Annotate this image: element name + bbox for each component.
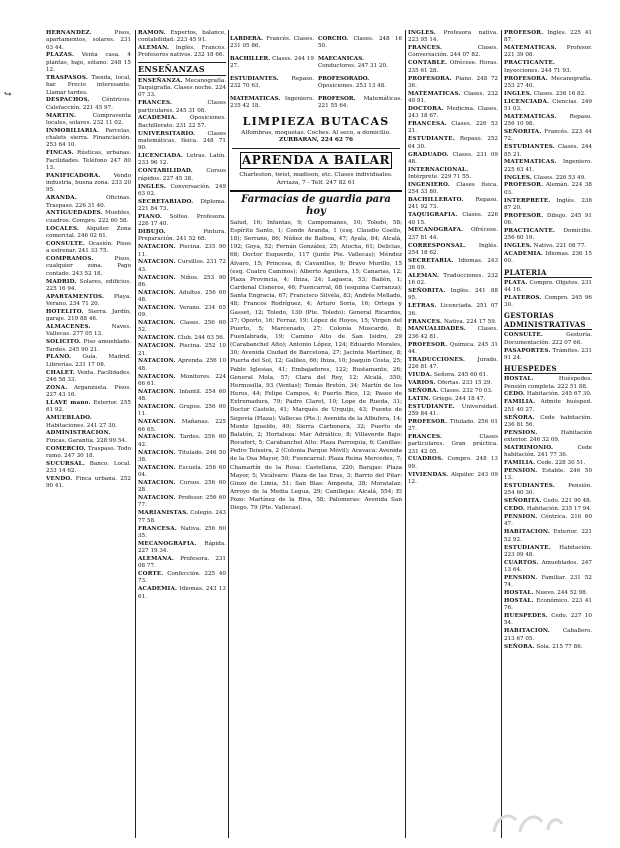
column-divider <box>135 30 136 838</box>
classified-ad: AMUEBLADO. Habitaciones. 241 27 30. <box>46 415 118 429</box>
classified-ad: CONSULTE. Ocasión. Pisos a estrenar. 241 33 75. <box>46 240 131 255</box>
column-2-body <box>138 78 226 601</box>
classified-ad: PENSION. Familiar. 231 52 74. <box>504 574 592 589</box>
classified-ad: HERNANDEZ. Pisos, apartamentos, solares. 231 03 44. <box>46 30 131 51</box>
classified-ad: RAMON. Expertos, balance, contabilidad. 223 45 91. <box>138 30 226 44</box>
classified-ad: SOLICITO. Piso amueblado. Tardes. 245 90 21. <box>46 339 131 353</box>
column-5-plateria <box>504 280 592 310</box>
classified-ad: NATACION. Titulado. 246 50 38. <box>138 449 226 463</box>
classified-ad: PLATEROS. Compro. 245 96 30. <box>504 294 592 309</box>
classified-ad: NATACION. Cursillos. 231 72 43. <box>138 259 226 273</box>
classified-ad: COMERCIO. Traspaso. Todo ramo. 247 30 18. <box>46 445 131 459</box>
classified-ad: ALEMAN. Inglés. Francés. Profesores nativos. 232 18 66. <box>138 45 226 59</box>
classified-ad: LOCALES. Alquiler. Zona comercial. 246 02 61. <box>46 225 131 239</box>
classified-ad: MECANOGRAFIA. Rápida. 227 19 34. <box>138 540 226 554</box>
farmacias-body: Salud, 16; Infantas, 9; Campomanes, 10; Toledo, 58; Espíritu Santo, 1; Conde Aranda, 1 (esq. Claudio Coello, 18); Serrano, 86; Núñez de Balboa, 47; Ayala, 84; Alcalá, 192; Goya, 52; Fernán González, 25; Atocha, 61; Delicias, 68; Doctor Esquerdo, 117 (junto Pte. Vallecas); Méndez Álvaro, 15; Princesa, 8; Cavanilles, 9; Bravo Murillo, 15 (esq. Cuatro Caminos); Alberto Aguilera, 15; Canarias, 12; Plaza Provincia, 4; Ibiza, 24; Lagasca, 53; Bailén, 1; Cardenal Cisneros, 46; Fuencarral, 68 (esquina Carranza); Santa Engracia, 67; Francisco Silvela, 83; Andrés Mellado, 48; Francos Rodríguez, 4; Arturo Soria, 16; Ortega y Gasset, 12; Toledo, 130 (Pte. Toledo); General Ricardos, 37; Oporto, 16; Ferraz, 19; López de Hoyos, 15; Virgen del Puerto, 5; Marcenado, 27; Colonia Moscardó, 8; Fuenlabrada, 19; Camino Alto de San Isidro, 29 (Carabanchel Alto); Antonio López, 124; Eduardo Morales, 30; Avenida Ciudad de Barcelona, 27; Jacinta Martínez, 8; Puerta del Sol, 12; Galileo, 66; Ibiza, 10; Joaquín Costa, 25; Pablo Iglesias, 41; Embajadores, 122; Bustamante, 26; General Mola, 57; Clara del Rey, 12; Alcalá, 350; Hermosilla, 93 (Ventas); Tomás Bretón, 34; Martín de los Heros, 44; Felipe Campos, 4; Puerto Rico, 12; Paseo de Extremadura, 79; Padre Claret, 10; Lope de Rueda, 31; Doctor Castelo, 41; Marqués de Urquijo, 43; Puente de Segovia (Plaza); Vallecas (Pte.): Avenida de la Albufera, 14; Monte Igueldo, 49; Sierra Carbonera, 32; Puerto de Balatón, 2; Hortaleza: Mar Adriático, 8; Villaverde Bajo: Rocafort, 5; Carabanchel Alto: Plaza Parroquia, 6; Canillas: Pedro Teixeira, 2 (Colonia Parque Móvil); Aravaca: Avenida de la Osa Mayor, 50; Fuencarral: Plaza Reina Mercedes, 7; Chamartín de la Rosa: Castellana, 220; Barajas: Plaza Mayor, 5; Vicálvaro: Plaza de las Eras, 3; Barrio del Pilar: Ginzo de Limia, 51; San Blas: Amposta, 38; Moratalaz: Arroyo de la Media Legua, 29; Canillejas: Alcalá, 554; El Pozo: Martínez de la Riva, 58; Palomeras: Avenida San Diego, 79 (Pte. Vallecas). <box>230 219 402 512</box>
classified-ad: FRANCES. Clases. Conversación. 244 07 82. <box>408 45 498 59</box>
classified-ad: MATEMATICAS. Clases. 232 40 91. <box>408 90 498 105</box>
classified-ad: INGENIERO. Clases física. 254 33 80. <box>408 181 498 196</box>
column-5-huespedes <box>504 376 592 651</box>
classified-ad: SUCURSAL. Banco. Local. 233 14 62. <box>46 460 131 475</box>
classifieds-column-5 <box>504 30 592 838</box>
classified-ad: BACHILLER. Clases. 244 19 27. <box>230 55 314 70</box>
classified-ad: ARANDA. Oficinas. Traspaso. 226 31 40. <box>46 195 131 209</box>
classified-ad: PENSION. Estable. 246 50 13. <box>504 467 592 482</box>
classified-ad: ESTUDIANTE. Repaso. 252 64 30. <box>408 136 498 150</box>
classified-ad: ALEMANA. Profesora. 231 08 77. <box>138 555 226 570</box>
classified-ad: FAMILIA. Cede. 228 30 51. <box>504 460 586 467</box>
classified-ad: ACADEMIA. Oposiciones. Bachillerato. 231 22 57. <box>138 115 226 129</box>
classified-ad: UNIVERSITARIO. Clases matemáticas, física. 248 71 90. <box>138 130 226 152</box>
column-5-top <box>504 30 592 266</box>
classified-ad: NATACION. Escuela. 256 60 04. <box>138 464 226 479</box>
classified-ad: ALEMAN. Traducciones. 232 16 02. <box>408 273 498 287</box>
classified-ad: DOCTORA. Medicina. Clases. 243 18 67. <box>408 105 498 120</box>
classified-ad: CUADROS. Compro. 248 13 99. <box>408 456 498 470</box>
classified-ad: CONTABILIDAD. Cursos rápidos. 227 45 38. <box>138 168 226 182</box>
classified-ad: FAMILIA. Admite huésped. 251 40 27. <box>504 399 592 413</box>
classified-ad: PROFESORA. Piano. 248 72 36. <box>408 75 498 89</box>
classified-ad: FRANCESA. Nativa. 256 60 35. <box>138 525 226 539</box>
classified-ad: HOSTAL. Nuevo. 244 52 98. <box>504 590 588 597</box>
classified-ad: FRANCES. Clases particulares. Gran práctica. 231 42 05. <box>408 433 498 455</box>
classified-ad: NATACION. Mañanas. 225 66 65. <box>138 419 226 433</box>
classified-ad: MARIANISTAS. Colegio. 243 77 58. <box>138 510 226 524</box>
classified-ad: VENDO. Finca urbana. 252 90 41. <box>46 475 131 490</box>
classified-ad: PROFESOR. Titulado. 256 01 27. <box>408 418 498 433</box>
classified-ad: MAECANICAS. Conductores. 247 31 20. <box>318 55 388 70</box>
classified-ad: ADMINISTRACION. Fincas. Garantía. 228 99 54. <box>46 430 127 444</box>
section-heading-plateria: PLATERIA <box>504 268 592 278</box>
classified-ad: PIANO. Solfeo. Profesora. 226 17 40. <box>138 213 226 228</box>
classified-ad: VIUDA. Señora. 245 60 61. <box>408 372 488 379</box>
section-heading-ensenanzas: ENSEÑANZAS <box>138 62 226 76</box>
classified-ad: NATACION. Aprenda. 256 10 48. <box>138 358 226 372</box>
classified-ad: NATACION. Clases. 256 60 52. <box>138 320 226 334</box>
classified-ad: SEÑORITA. Inglés. 241 88 95. <box>408 288 498 302</box>
classified-ad: ANTIGUEDADES. Muebles, cuadros. Compro. 222 60 58. <box>46 210 131 224</box>
classified-ad: GRADUADO. Clases. 231 09 48. <box>408 151 498 165</box>
classified-ad: PASAPORTES. Trámites. 231 91 24. <box>504 347 592 361</box>
farmacias-title: Farmacias de guardia para hoy <box>241 193 391 217</box>
classified-ad: LICENCIADA. Ciencias. 249 51 03. <box>504 98 592 112</box>
classified-ad: HUESPEDES. Cedo. 227 10 54. <box>504 613 592 627</box>
classified-ad: INGLES. Clases. 226 53 49. <box>504 174 586 181</box>
classified-ad: SEÑORA. Cede habitación. 236 81 56. <box>504 414 592 428</box>
column-5-gestorias <box>504 332 592 362</box>
classified-ad: HOSTAL. Económico. 223 41 76. <box>504 597 592 612</box>
classified-ad: NATACION. Adultos. 256 60 48. <box>138 289 226 304</box>
classified-ad: PRACTICANTE. Inyecciones. 244 71 93. <box>504 60 572 74</box>
abc-watermark-icon <box>486 806 566 836</box>
classified-ad: ACADEMIA. Idiomas. 236 15 60. <box>504 251 592 265</box>
section-heading-gestorias: GESTORIAS ADMINISTRATIVAS <box>504 311 592 330</box>
classified-ad: SEÑORITA. Cedo. 221 90 48. <box>504 498 592 505</box>
classified-ad: CHALET. Venta. Facilidades. 246 58 33. <box>46 369 131 383</box>
classified-ad: NATACION. Club. 244 03 56. <box>138 335 225 342</box>
classified-ad: MADRID. Solares, edificios. 225 16 94. <box>46 278 131 292</box>
limpieza-contact: ZURBARAN, 224 62 76 <box>278 137 354 144</box>
classified-ad: CEDO. Habitación. 245 67 30. <box>504 391 592 398</box>
classified-ad: DIBUJO. Pintura. Preparación. 241 52 68. <box>138 229 226 243</box>
classified-ad: CUARTOS. Amueblados. 247 13 64. <box>504 559 592 573</box>
classifieds-column-2 <box>138 30 226 838</box>
classified-ad: HABITACION. Exterior. 221 52 92. <box>504 529 592 543</box>
classified-ad: NATACION. Infantil. 254 60 48. <box>138 388 226 403</box>
farmacias-box <box>230 190 402 513</box>
classified-ad: LETRAS. Licenciada. 251 07 36. <box>408 303 498 317</box>
classified-ad: TRADUCCIONES. Jurado. 226 81 47. <box>408 356 498 371</box>
classified-ad: MATEMATICAS. Profesor. 221 39 08. <box>504 45 592 59</box>
classified-ad: ESTUDIANTES. Repaso. 232 70 63. <box>230 75 314 90</box>
classified-ad: HABITACION. Caballero. 213 67 05. <box>504 628 592 642</box>
classified-ad: LICENCIADA. Letras. Latín. 233 96 12. <box>138 153 226 167</box>
classified-ad: CEDO. Habitación. 235 17 94. <box>504 506 592 513</box>
classified-ad: SEÑORA. Sola. 215 77 86. <box>504 643 583 650</box>
classified-ad: FRANCES. Clases particulares. 245 31 08. <box>138 100 226 114</box>
classified-ad: MARTIN. Compraventa locales, solares. 232 11 02. <box>46 112 131 126</box>
classified-ad: PROFESOR. Dibujo. 245 91 06. <box>504 212 592 227</box>
classified-ad: SEÑORITA. Francés. 223 44 72. <box>504 129 592 143</box>
classified-ad: MECANOGRAFA. Ofrécese. 237 81 44. <box>408 227 498 241</box>
classified-ad: APARTAMENTOS. Playa. Verano. 234 71 20. <box>46 293 131 307</box>
classified-ad: NATACION. Verano. 234 65 09. <box>138 305 226 319</box>
classified-ad: PROFESOR. Matemáticas. 221 55 64. <box>318 96 402 110</box>
classified-ad: HOTELITO. Sierra. Jardín, garaje. 219 88 46. <box>46 308 131 323</box>
classified-ad: INGLES. Clases. 236 16 82. <box>504 90 586 97</box>
classified-ad: ACADEMIA. Idiomas. 243 13 61. <box>138 586 226 600</box>
classified-ad: CORCHO. Clases. 248 16 50. <box>318 35 402 49</box>
classified-ad: ESTUDIANTES. Clases. 244 85 21. <box>504 144 592 158</box>
center-column <box>230 30 402 838</box>
classified-ad: VARIOS. Ofertas. 233 15 29. <box>408 379 493 386</box>
center-top-right-ads <box>318 30 402 114</box>
classified-ad: NATACION. Piscina. 252 10 21. <box>138 343 226 357</box>
limpieza-heading: LIMPIEZA BUTACAS <box>242 115 390 128</box>
classified-ad: ESTUDIANTE. Universidad. 259 84 41. <box>408 403 498 417</box>
classified-ad: NATACION. Monitores. 224 66 61. <box>138 373 226 387</box>
classified-ad: LATIN. Griego. 244 18 47. <box>408 395 486 402</box>
limpieza-body: Alfombras, moquetas. Coches. Al seco, a domicilio. <box>241 130 391 136</box>
classified-ad: PROFESOR. Alemán. 224 38 03. <box>504 182 592 196</box>
classified-ad: FRANCES. Nativa. 224 17 59. <box>408 318 497 325</box>
classified-ad: MANUALIDADES. Clases. 236 42 81. <box>408 326 498 340</box>
classified-ad: PLATA. Compro. Objetos. 231 44 16. <box>504 279 592 293</box>
classified-ad: NATACION. Niños. 253 90 86. <box>138 274 226 288</box>
margin-arrow-icon: ↪ <box>4 90 12 100</box>
classified-ad: MATEMATICAS. Ingeniero. 235 42 18. <box>230 96 314 110</box>
classified-ad: INGLES. Conversación. 249 63 02. <box>138 183 226 197</box>
aprenda-body: Charleston, twist, madison, etc. Clases individuales. Arriaza, 7 - Telf. 247 82 61 <box>239 172 393 186</box>
classified-ad: ESTUDIANTE. Habitación. 223 09 48. <box>504 544 592 558</box>
classified-ad: INTERPRETE. Inglés. 236 87 20. <box>504 197 592 211</box>
classified-ad: PENSION. Céntrica. 216 60 47. <box>504 514 592 528</box>
classified-ad: ESTUDIANTES. Pensión. 254 60 30. <box>504 483 592 497</box>
classified-ad: PROFESOR. Inglés. 225 41 87. <box>504 30 592 44</box>
limpieza-ad <box>230 116 402 144</box>
classified-ad: FINCAS. Rústicas, urbanas. Facilidades. Teléfono 247 80 13. <box>46 150 131 171</box>
column-divider <box>501 30 502 838</box>
classified-ad: NATACION. Grupos. 256 60 11. <box>138 404 226 418</box>
classified-ad: CORRESPONSAL. Inglés. 254 18 62. <box>408 242 498 256</box>
classified-ad: TAQUIGRAFIA. Clases. 226 40 15. <box>408 212 498 226</box>
classified-ad: PRACTICANTE. Domicilio. 256 60 19. <box>504 228 592 242</box>
classified-ad: ENSEÑANZA. Mecanografía. Taquigrafía. Clases noche. 224 07 33. <box>138 77 226 99</box>
classified-ad: MATEMATICAS. Ingeniero. 225 63 41. <box>504 159 592 173</box>
classified-ad: TRASPASOS. Tienda, local, bar. Precio interesante. Llamar tardes. <box>46 74 131 96</box>
classified-ad: HOSTAL. Huéspedes. Pensión completa. 222 51 88. <box>504 376 592 390</box>
classified-ad: NATACION. Piscina. 235 90 11. <box>138 244 226 258</box>
classified-ad: SEÑORA. Clases. 232 70 03. <box>408 387 493 394</box>
classified-ad: SECRETARIADO. Diploma. 221 84 73. <box>138 198 226 212</box>
center-top-left-ads <box>230 30 314 114</box>
classified-ad: SECRETARIA. Idiomas. 243 36 09. <box>408 257 498 272</box>
aprenda-heading: APRENDA A BAILAR <box>241 153 391 168</box>
classifieds-column-1 <box>46 30 131 838</box>
classified-ad: CORTE. Confección. 225 40 73. <box>138 571 226 585</box>
classified-ad: CONSULTE. Gestoría. Documentación. 222 07 66. <box>504 332 592 346</box>
classified-ad: FRANCESA. Clases. 226 53 21. <box>408 121 498 135</box>
classified-ad: ZONA. Arganzuela. Pisos. 227 43 16. <box>46 384 131 399</box>
classified-ad: NATACION. Profesor. 256 60 77. <box>138 495 226 509</box>
classified-ad: PENSION. Habitación exterior. 246 32 09. <box>504 429 592 444</box>
classified-ad: DESPACHOS. Céntricos. Calefacción. 221 45 97. <box>46 97 131 111</box>
classified-ad: INGLES. Profesora nativa. 223 95 14. <box>408 30 498 44</box>
classified-ad: MATRIMONIO. Cede habitación. 241 77 36. <box>504 444 592 459</box>
classified-ad: PLANO. Guía. Madrid. Librerías. 231 17 08. <box>46 354 131 368</box>
classified-ad: INGLES. Nativo. 221 08 77. <box>504 243 587 250</box>
classified-ad: MATEMATICAS. Repaso. 256 10 98. <box>504 113 592 128</box>
classified-ad: PROFESOR. Química. 245 31 44. <box>408 341 498 355</box>
classified-ad: COMPRAMOS. Pisos, cualquier zona. Pago contado. 243 52 18. <box>46 256 131 277</box>
classified-ad: PROFESORADO. Oposiciones. 253 13 48. <box>318 75 387 90</box>
classified-ad: ALMACENES. Naves. Vallecas. 277 05 13. <box>46 324 131 338</box>
classified-ad: INTERNACIONAL. Intérprete. 229 71 55. <box>408 166 471 180</box>
column-divider <box>228 30 229 838</box>
classified-ad: CONTABLE. Ofrécese. Horas. 235 61 28. <box>408 60 498 74</box>
classified-ad: BACHILLERATO. Repaso. 241 92 73. <box>408 197 498 211</box>
classified-ad: NATACION. Tardes. 256 60 42. <box>138 434 226 448</box>
classifieds-column-4 <box>408 30 498 838</box>
classified-ad: PANIFICADORA. Vendo industria, buena zona. 233 20 95. <box>46 172 131 194</box>
section-heading-huespedes: HUESPEDES <box>504 364 592 374</box>
classified-ad: PROFESORA. Mecanografía. 253 27 40. <box>504 75 592 89</box>
classified-ad: NATACION. Cursos. 256 60 28. <box>138 479 226 494</box>
classified-ad: VIVIENDAS. Alquiler. 243 09 12. <box>408 471 498 485</box>
column-divider <box>405 30 406 838</box>
aprenda-ad <box>232 148 400 186</box>
classified-ad: LLAVE mano. Exterior. 255 61 92. <box>46 400 131 414</box>
classified-ad: LARDERA. Francés. Clases. 231 05 86. <box>230 35 314 49</box>
classified-ad: INMOBILIARIA. Parcelas, chalets sierra. Financiación. 253 64 10. <box>46 127 131 149</box>
column-2-top <box>138 30 226 60</box>
classified-ad: PLAZAS. Venta casa. 4 plantas, bajo, sótano. 248 15 12. <box>46 52 131 74</box>
